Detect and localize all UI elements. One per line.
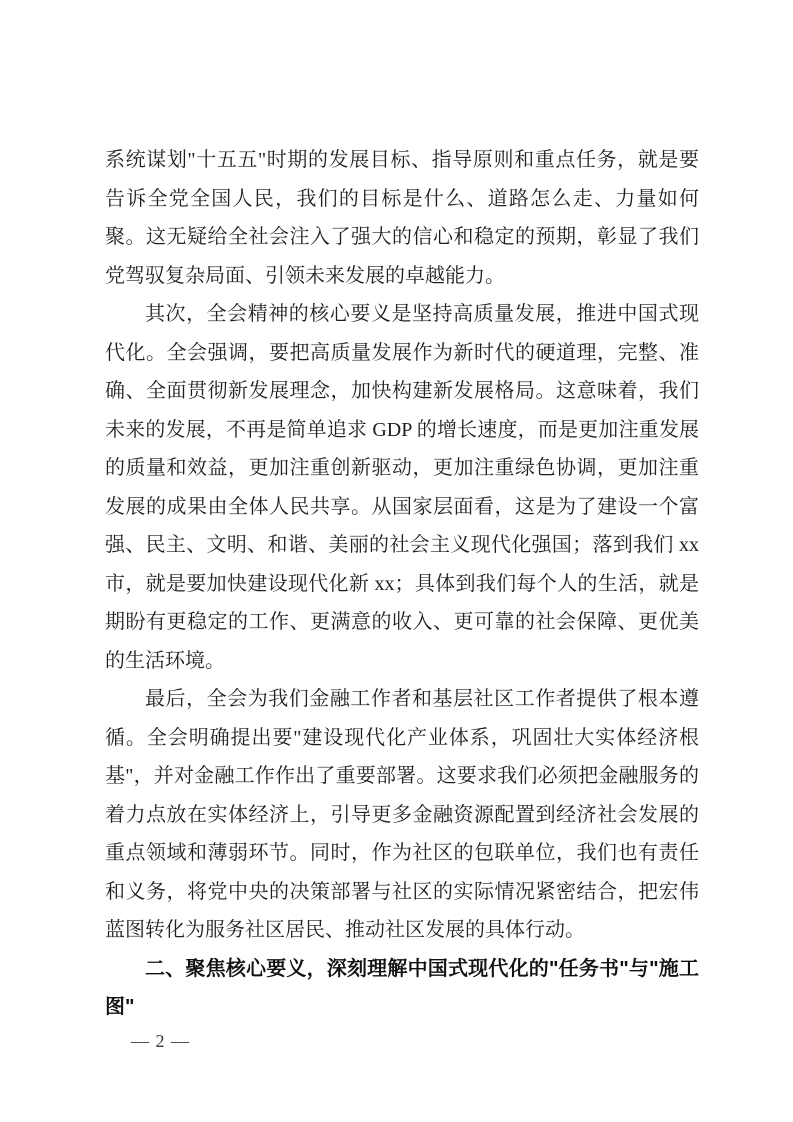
- paragraph-third: 最后，全会为我们金融工作者和基层社区工作者提供了根本遵循。全会明确提出要"建设现代化产业体系，巩固壮大实体经济根基"，并对金融工作作出了重要部署。这要求我们必须把金融服务的着力点放在实体经济上，引导更多金融资源配置到经济社会发展的重点领域和薄弱环节。同时，作为社区的包联单位，我们也有责任和义务，将党中央的决策部署与社区的实际情况紧密结合，把宏伟蓝图转化为服务社区居民、推动社区发展的具体行动。: [105, 688, 699, 941]
- paragraph-second: 其次，全会精神的核心要义是坚持高质量发展，推进中国式现代化。全会强调，要把高质量发展作为新时代的硬道理，完整、准确、全面贯彻新发展理念，加快构建新发展格局。这意味着，我们未来的发展，不再是简单追求 GDP 的增长速度，而是更加注重发展的质量和效益，更加注重创新驱动，更加注重绿色协调，更加注重发展的成果由全体人民共享。从国家层面看，这是为了建设一个富强、民主、文明、和谐、美丽的社会主义现代化强国；落到我们 xx 市，就是要加快建设现代化新 xx；具体到我们每个人的生活，就是期盼有更稳定的工作、更满意的收入、更可靠的社会保障、更优美的生活环境。: [105, 303, 699, 672]
- section-heading: 二、聚焦核心要义，深刻理解中国式现代化的"任务书"与"施工图": [105, 957, 699, 1018]
- document-body: [105, 141, 699, 1027]
- page-number: — 2 —: [131, 1031, 190, 1051]
- page-footer: [131, 1029, 190, 1053]
- paragraph-continuation: 系统谋划"十五五"时期的发展目标、指导原则和重点任务，就是要告诉全党全国人民，我们的目标是什么、道路怎么走、力量如何聚。这无疑给全社会注入了强大的信心和稳定的预期，彰显了我们党驾驭复杂局面、引领未来发展的卓越能力。: [105, 149, 699, 287]
